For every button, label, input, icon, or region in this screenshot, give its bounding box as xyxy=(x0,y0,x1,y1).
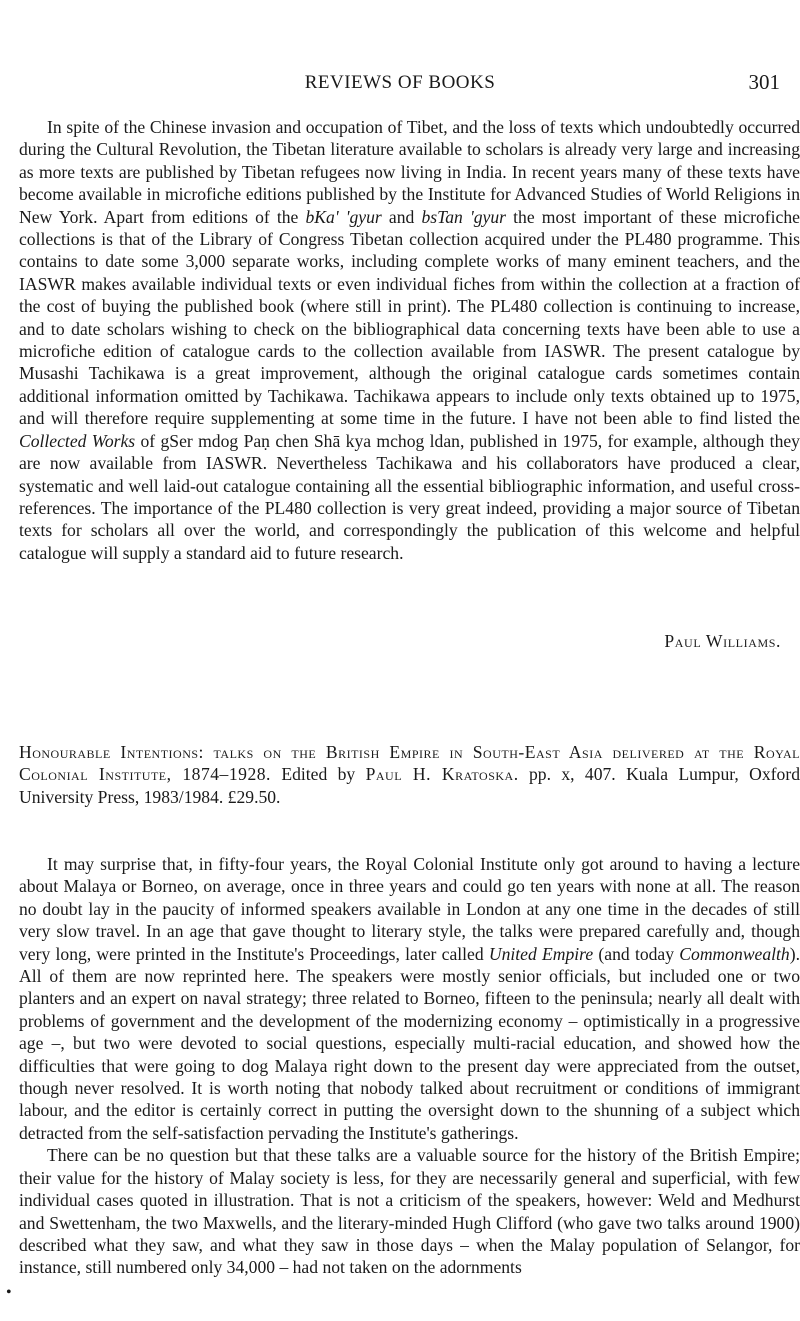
book-details: pp. x, 407. Kuala Lumpur, Oxford University Press, 1983/1984. £29.50. xyxy=(19,764,800,807)
book-editor: Paul H. Kratoska. xyxy=(365,764,519,785)
italic-title: bsTan 'gyur xyxy=(421,206,506,227)
text-run: of gSer mdog Paṇ chen Shā kya mchog ldan, published in 1975, for example, although they are now available from IASWR. Nevertheless Tachikawa and his collaborators have produced a clear, systematic and well laid-out catalogue containing all the essential bibliographic information, and useful cross-references. The importance of the PL480 collection is very great indeed, providing a major source of Tibetan texts for scholars all over the world, and correspondingly the publication of this welcome and helpful catalogue will supply a standard aid to future research. xyxy=(19,430,800,563)
text-run: and xyxy=(381,206,422,227)
edited-by: Edited by xyxy=(281,764,356,785)
review-2-heading xyxy=(19,741,800,808)
text-run: the most important of these microfiche collections is that of the Library of Congress Tibetan collection acquired under the PL480 programme. This contains to date some 3,000 separate works, including complete works of many eminent teachers, and the IASWR makes available individual texts or even individual fiches from within the collection at a fraction of the cost of buying the published book (where still in print). The PL480 collection is continuing to increase, and to date scholars wishing to check on the bibliographical data concerning texts have been able to use a microfiche edition of catalogue cards to the collection available from IASWR. The present catalogue by Musashi Tachikawa is a great improvement, although the original catalogue cards sometimes contain additional information omitted by Tachikawa. Tachikawa appears to include only texts obtained up to 1975, and will therefore require supplementing at some time in the future. I have not been able to find listed the xyxy=(19,206,800,429)
review-1-body xyxy=(19,116,800,564)
text-run: (and today xyxy=(593,943,680,964)
italic-title: United Empire xyxy=(488,943,594,964)
page-number: 301 xyxy=(748,70,780,94)
running-head xyxy=(0,72,800,102)
reviewer-signature: Paul Williams. xyxy=(664,631,781,651)
italic-title: Commonwealth xyxy=(679,943,790,964)
italic-title: Collected Works xyxy=(19,430,136,451)
book-title: Honourable Intentions: talks on the British Empire in South-East Asia delivered at the Royal Colonial Institute, 1874–1928. xyxy=(19,742,800,785)
running-head-title: REVIEWS OF BOOKS xyxy=(304,72,496,93)
text-run: It may surprise that, in fifty-four years, the Royal Colonial Institute only got around to having a lecture about Malaya or Borneo, on average, once in three years and could go ten years with none at all. The reason no doubt lay in the paucity of informed speakers available in London at any one time in the decades of still very slow travel. In an age that gave thought to literary style, the talks were prepared carefully and, though very long, were printed in the Institute's Proceedings, later called xyxy=(19,854,800,964)
review-2-body xyxy=(19,853,800,1279)
text-run: In spite of the Chinese invasion and occupation of Tibet, and the loss of texts which undoubtedly occurred during the Cultural Revolution, the Tibetan literature available to scholars is already very large and increasing as more texts are published by Tibetan refugees now living in India. In recent years many of these texts have become available in microfiche editions published by the Institute for Advanced Studies of World Religions in New York. Apart from editions of the xyxy=(19,117,800,227)
review-1-paragraph xyxy=(19,116,800,564)
review-2-paragraph-2: There can be no question but that these talks are a valuable source for the history of the British Empire; their value for the history of Malay society is less, for they are necessarily general and superficial, with few individual cases quoted in illustration. That is not a criticism of the speakers, however: Weld and Medhurst and Swettenham, the two Maxwells, and the literary-minded Hugh Clifford (who gave two talks around 1900) described what they saw, and what they saw in those days – when the Malay population of Selangor, for instance, still numbered only 34,000 – had not taken on the adornments xyxy=(19,1145,800,1278)
text-run: ). All of them are now reprinted here. The speakers were mostly senior officials, but included one or two planters and an expert on naval strategy; three related to Borneo, fifteen to the peninsula; nearly all dealt with problems of government and the development of the modernizing economy – optimistically in a progressive age –, but two were devoted to social questions, especially multi-racial education, and showed how the difficulties that were going to dog Malaya right down to the present day were appreciated from the outset, though never resolved. It is worth noting that nobody talked about recruitment or conditions of immigrant labour, and the editor is certainly correct in putting the oversight down to the shunning of a subject which detracted from the self-satisfaction pervading the Institute's gatherings. xyxy=(19,943,800,1143)
italic-title: bKa' 'gyur xyxy=(305,206,382,227)
margin-mark: • xyxy=(6,1284,12,1301)
review-2-paragraph-1 xyxy=(19,853,800,1144)
